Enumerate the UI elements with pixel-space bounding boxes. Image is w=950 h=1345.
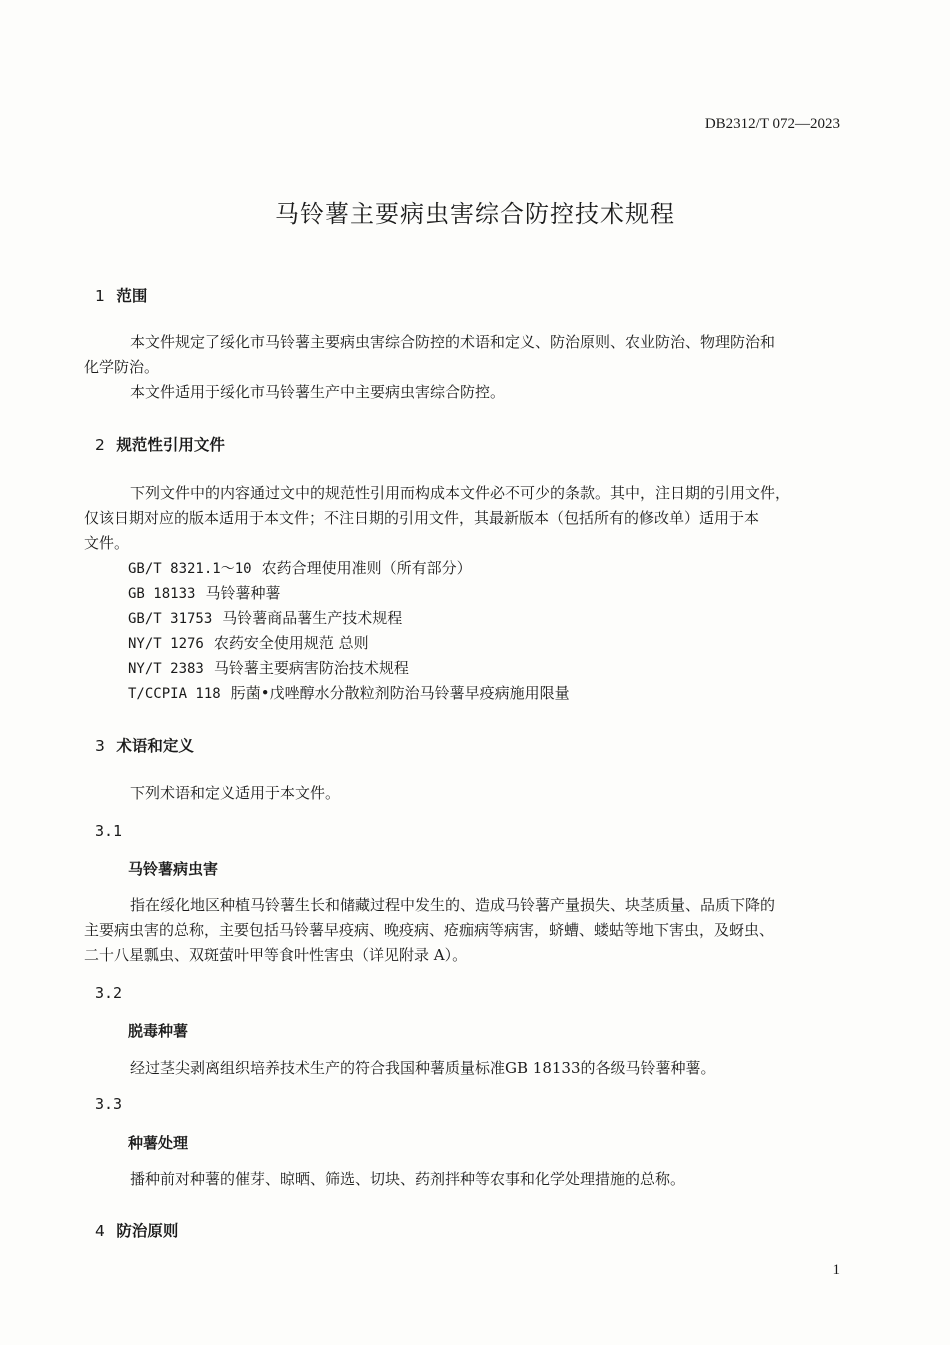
- paragraph-line: 二十八星瓢虫、双斑萤叶甲等食叶性害虫（详见附录 A）。: [84, 946, 468, 964]
- section-number: 4: [95, 1222, 105, 1240]
- term-name: 种薯处理: [128, 1134, 189, 1152]
- term-name: 马铃薯病虫害: [128, 860, 219, 878]
- section-title: 规范性引用文件: [116, 436, 225, 454]
- paragraph-line: 化学防治。: [84, 358, 160, 376]
- section-number: 2: [95, 436, 105, 454]
- section-1-paragraph: [84, 330, 844, 405]
- section-3-intro: [84, 781, 844, 806]
- reference-item: GB/T 31753 马铃薯商品薯生产技术规程: [128, 609, 403, 627]
- section-title: 范围: [116, 287, 148, 305]
- subsection-number: 3.2: [95, 984, 123, 1002]
- section-2-paragraph: [84, 481, 844, 556]
- term-name: 脱毒种薯: [128, 1022, 189, 1040]
- document-title: 马铃薯主要病虫害综合防控技术规程: [275, 200, 675, 228]
- reference-item: GB 18133 马铃薯种薯: [128, 584, 281, 602]
- paragraph-line: 本文件规定了绥化市马铃薯主要病虫害综合防控的术语和定义、防治原则、农业防治、物理防治和: [130, 333, 776, 351]
- term-definition: [84, 893, 844, 968]
- paragraph-line: 经过茎尖剥离组织培养技术生产的符合我国种薯质量标准GB 18133的各级马铃薯种薯。: [130, 1059, 716, 1077]
- reference-item: GB/T 8321.1～10 农药合理使用准则（所有部分）: [128, 559, 472, 577]
- section-4-heading: [95, 1219, 178, 1241]
- reference-item: NY/T 2383 马铃薯主要病害防治技术规程: [128, 659, 409, 677]
- subsection-number: 3.3: [95, 1095, 123, 1113]
- paragraph-line: 仅该日期对应的版本适用于本文件；不注日期的引用文件，其最新版本（包括所有的修改单）适用于本: [84, 509, 760, 527]
- section-2-heading: [95, 433, 225, 455]
- reference-item: NY/T 1276 农药安全使用规范 总则: [128, 634, 369, 652]
- paragraph-line: 本文件适用于绥化市马铃薯生产中主要病虫害综合防控。: [130, 383, 506, 401]
- reference-item: T/CCPIA 118 肟菌•戊唑醇水分散粒剂防治马铃薯早疫病施用限量: [128, 684, 570, 702]
- paragraph-line: 主要病虫害的总称，主要包括马铃薯早疫病、晚疫病、疮痂病等病害，蛴螬、蝼蛄等地下害虫，及蚜虫、: [84, 921, 775, 939]
- term-definition: [84, 1056, 844, 1081]
- paragraph-line: 文件。: [84, 534, 130, 552]
- paragraph-line: 下列文件中的内容通过文中的规范性引用而构成本文件必不可少的条款。其中，注日期的引用文件，: [130, 484, 791, 502]
- paragraph-line: 指在绥化地区种植马铃薯生长和储藏过程中发生的、造成马铃薯产量损失、块茎质量、品质下降的: [130, 896, 776, 914]
- section-1-heading: [95, 284, 147, 306]
- section-number: 1: [95, 287, 105, 305]
- section-3-heading: [95, 734, 194, 756]
- term-definition: [84, 1167, 844, 1192]
- section-title: 防治原则: [116, 1222, 179, 1240]
- section-title: 术语和定义: [116, 737, 194, 755]
- standard-code: DB2312/T 072—2023: [704, 116, 840, 132]
- page-number: 1: [832, 1262, 840, 1278]
- section-number: 3: [95, 737, 105, 755]
- subsection-number: 3.1: [95, 822, 123, 840]
- paragraph-line: 播种前对种薯的催芽、晾晒、筛选、切块、药剂拌种等农事和化学处理措施的总称。: [130, 1170, 686, 1188]
- paragraph-line: 下列术语和定义适用于本文件。: [130, 784, 341, 802]
